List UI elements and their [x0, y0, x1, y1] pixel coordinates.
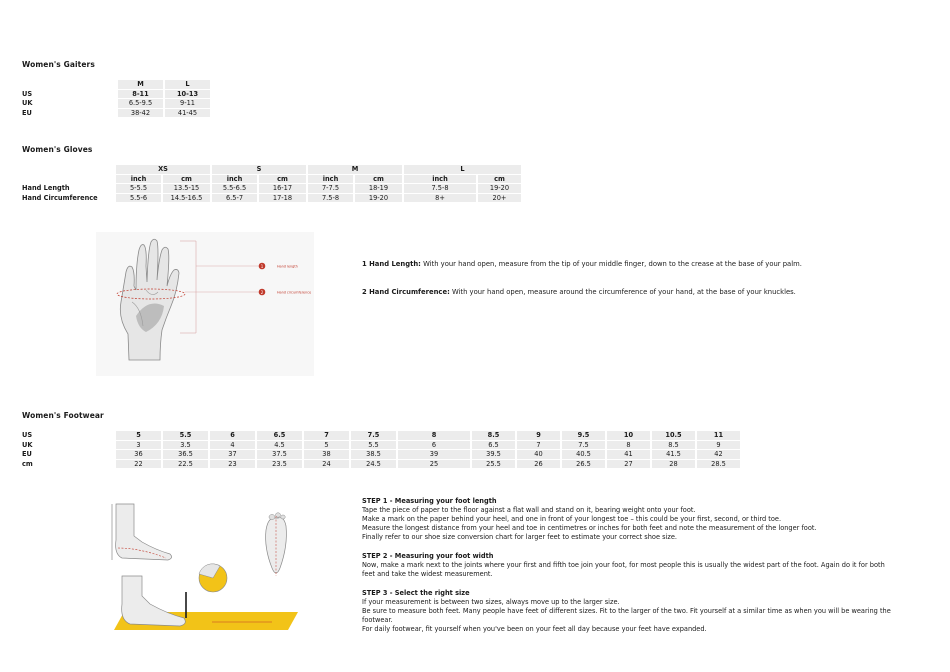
size-header: 8.5: [472, 431, 515, 440]
row-label: Hand Length: [22, 184, 70, 192]
table-row: [22, 460, 740, 469]
step-line: For daily footwear, fit yourself when you've been on your feet all day because your feet have expanded.: [362, 625, 707, 634]
table-cell: 36.5: [163, 450, 208, 459]
table-cell: 5.5: [351, 441, 396, 450]
table-cell: 10-13: [165, 90, 210, 99]
size-header: 6: [210, 431, 255, 440]
table-row: [22, 175, 521, 184]
gloves-size-xs: XS: [116, 165, 210, 174]
table-cell: 4: [210, 441, 255, 450]
marker-2-number: 2: [260, 289, 264, 295]
step-title: STEP 1 - Measuring your foot length: [362, 497, 497, 505]
gaiters-table: [20, 79, 212, 118]
table-cell: 8.5: [652, 441, 695, 450]
instruction-label: 2 Hand Circumference:: [362, 288, 450, 296]
table-cell: 5-5.5: [116, 184, 161, 193]
foot-top-view: [266, 513, 287, 576]
hand-circumference-label: Hand circumference: [277, 290, 312, 295]
step-line: Finally refer to our shoe size conversion chart for larger feet to estimate your correct shoe size.: [362, 533, 677, 542]
table-cell: 3.5: [163, 441, 208, 450]
table-cell: 40: [517, 450, 560, 459]
table-row: [22, 431, 740, 440]
table-cell: 19-20: [478, 184, 521, 193]
table-cell: 9-11: [165, 99, 210, 108]
table-cell: 41: [607, 450, 650, 459]
hand-measure-diagram: [96, 232, 314, 376]
table-cell: 5.5-6: [116, 194, 161, 203]
table-cell: 16-17: [259, 184, 306, 193]
table-cell: 38-42: [118, 109, 163, 118]
step-line: Be sure to measure both feet. Many people have feet of different sizes. Fit to the larger of the two. Fit yourself at a similar time as when you will be wearing the footwear.: [362, 607, 891, 625]
step-line: Measure the longest distance from your heel and toe in centimetres or inches for both feet and note the measurement of the longer foot.: [362, 524, 817, 533]
row-label: EU: [22, 450, 32, 458]
step-line: Make a mark on the paper behind your heel, and one in front of your longest toe – this could be your first, second, or third toe.: [362, 515, 782, 524]
row-label: UK: [22, 99, 33, 107]
table-cell: 26: [517, 460, 560, 469]
gloves-title: Women's Gloves: [22, 145, 93, 154]
table-cell: 7: [517, 441, 560, 450]
table-cell: 42: [697, 450, 740, 459]
instruction-label: 1 Hand Length:: [362, 260, 421, 268]
table-cell: 4.5: [257, 441, 302, 450]
row-label: Hand Circumference: [22, 193, 98, 202]
marker-1-number: 1: [260, 263, 264, 269]
table-cell: 14.5-16.5: [163, 194, 210, 203]
table-row: [22, 194, 521, 203]
gloves-size-s: S: [212, 165, 306, 174]
unit-cell: inch: [116, 175, 161, 184]
table-cell: 3: [116, 441, 161, 450]
table-cell: 39: [398, 450, 470, 459]
table-cell: 22.5: [163, 460, 208, 469]
step-title: STEP 2 - Measuring your foot width: [362, 552, 494, 560]
tape-measure-icon: [199, 564, 227, 592]
size-header: 8: [398, 431, 470, 440]
unit-cell: inch: [404, 175, 476, 184]
table-cell: 39.5: [472, 450, 515, 459]
table-row: [22, 184, 521, 193]
table-cell: 17-18: [259, 194, 306, 203]
table-cell: 28.5: [697, 460, 740, 469]
table-cell: 38.5: [351, 450, 396, 459]
table-cell: 5.5-6.5: [212, 184, 257, 193]
table-cell: 8: [607, 441, 650, 450]
table-cell: 7.5: [562, 441, 605, 450]
step-1: [362, 497, 892, 542]
table-cell: 5: [304, 441, 349, 450]
gloves-table: [20, 164, 523, 203]
table-cell: 19-20: [355, 194, 402, 203]
step-3: [362, 589, 892, 634]
size-header: 6.5: [257, 431, 302, 440]
size-header: 9.5: [562, 431, 605, 440]
table-row: [22, 99, 210, 108]
table-cell: 36: [116, 450, 161, 459]
table-cell: 38: [304, 450, 349, 459]
table-cell: 26.5: [562, 460, 605, 469]
unit-cell: cm: [163, 175, 210, 184]
table-cell: 37: [210, 450, 255, 459]
table-cell: 23.5: [257, 460, 302, 469]
table-cell: 6.5-7: [212, 194, 257, 203]
step-2: [362, 552, 892, 579]
hand-circumference-instruction: [362, 288, 942, 297]
table-row: [22, 80, 210, 89]
table-cell: 41-45: [165, 109, 210, 118]
table-cell: 20+: [478, 194, 521, 203]
table-cell: 25.5: [472, 460, 515, 469]
table-cell: 24: [304, 460, 349, 469]
size-header: 7.5: [351, 431, 396, 440]
table-row: [22, 165, 521, 174]
table-cell: 6.5-9.5: [118, 99, 163, 108]
instruction-text: With your hand open, measure from the tip of your middle finger, down to the crease at the base of your palm.: [423, 260, 802, 268]
table-row: [22, 109, 210, 118]
table-cell: 22: [116, 460, 161, 469]
gaiters-size-m: M: [118, 80, 163, 89]
unit-cell: inch: [212, 175, 257, 184]
hand-length-label: Hand length: [277, 264, 298, 269]
size-header: 10: [607, 431, 650, 440]
footwear-title: Women's Footwear: [22, 411, 104, 420]
table-cell: 18-19: [355, 184, 402, 193]
table-cell: 25: [398, 460, 470, 469]
gloves-size-l: L: [404, 165, 521, 174]
footwear-table: [20, 430, 742, 469]
table-cell: 6: [398, 441, 470, 450]
unit-cell: cm: [259, 175, 306, 184]
size-header: 5: [116, 431, 161, 440]
table-cell: 41.5: [652, 450, 695, 459]
step-title: STEP 3 - Select the right size: [362, 589, 470, 597]
step-line: Tape the piece of paper to the floor against a flat wall and stand on it, bearing weight onto your foot.: [362, 506, 696, 515]
gaiters-title: Women's Gaiters: [22, 60, 95, 69]
table-cell: 9: [697, 441, 740, 450]
unit-cell: cm: [355, 175, 402, 184]
row-label: cm: [22, 459, 33, 468]
table-row: [22, 441, 740, 450]
size-header: 7: [304, 431, 349, 440]
table-cell: 23: [210, 460, 255, 469]
foot-measure-diagram: [100, 496, 316, 640]
row-label: EU: [22, 108, 32, 117]
hand-length-instruction: [362, 260, 942, 269]
row-label: US: [22, 431, 33, 439]
row-label: US: [22, 89, 33, 98]
size-header: 10.5: [652, 431, 695, 440]
foot-side-view: [112, 504, 172, 560]
table-cell: 8-11: [118, 90, 163, 99]
row-label: UK: [22, 440, 33, 449]
table-row: [22, 90, 210, 99]
step-line: If your measurement is between two sizes, always move up to the larger size.: [362, 598, 620, 607]
foot-on-paper: [122, 576, 186, 626]
gloves-size-m: M: [308, 165, 402, 174]
table-cell: 8+: [404, 194, 476, 203]
table-cell: 37.5: [257, 450, 302, 459]
table-row: [22, 450, 740, 459]
table-cell: 7.5-8: [404, 184, 476, 193]
gaiters-size-l: L: [165, 80, 210, 89]
instruction-text: With your hand open, measure around the circumference of your hand, at the base of your knuckles.: [451, 288, 796, 296]
table-cell: 40.5: [562, 450, 605, 459]
size-header: 5.5: [163, 431, 208, 440]
table-cell: 7-7.5: [308, 184, 353, 193]
unit-cell: cm: [478, 175, 521, 184]
size-header: 9: [517, 431, 560, 440]
step-line: Now, make a mark next to the joints where your first and fifth toe join your foot, for most people this is usually the widest part of the foot. Again do it for both feet and take the widest measurement.: [362, 561, 885, 579]
table-cell: 6.5: [472, 441, 515, 450]
table-cell: 7.5-8: [308, 194, 353, 203]
size-header: 11: [697, 431, 740, 440]
table-cell: 27: [607, 460, 650, 469]
table-cell: 24.5: [351, 460, 396, 469]
table-cell: 13.5-15: [163, 184, 210, 193]
unit-cell: inch: [308, 175, 353, 184]
table-cell: 28: [652, 460, 695, 469]
